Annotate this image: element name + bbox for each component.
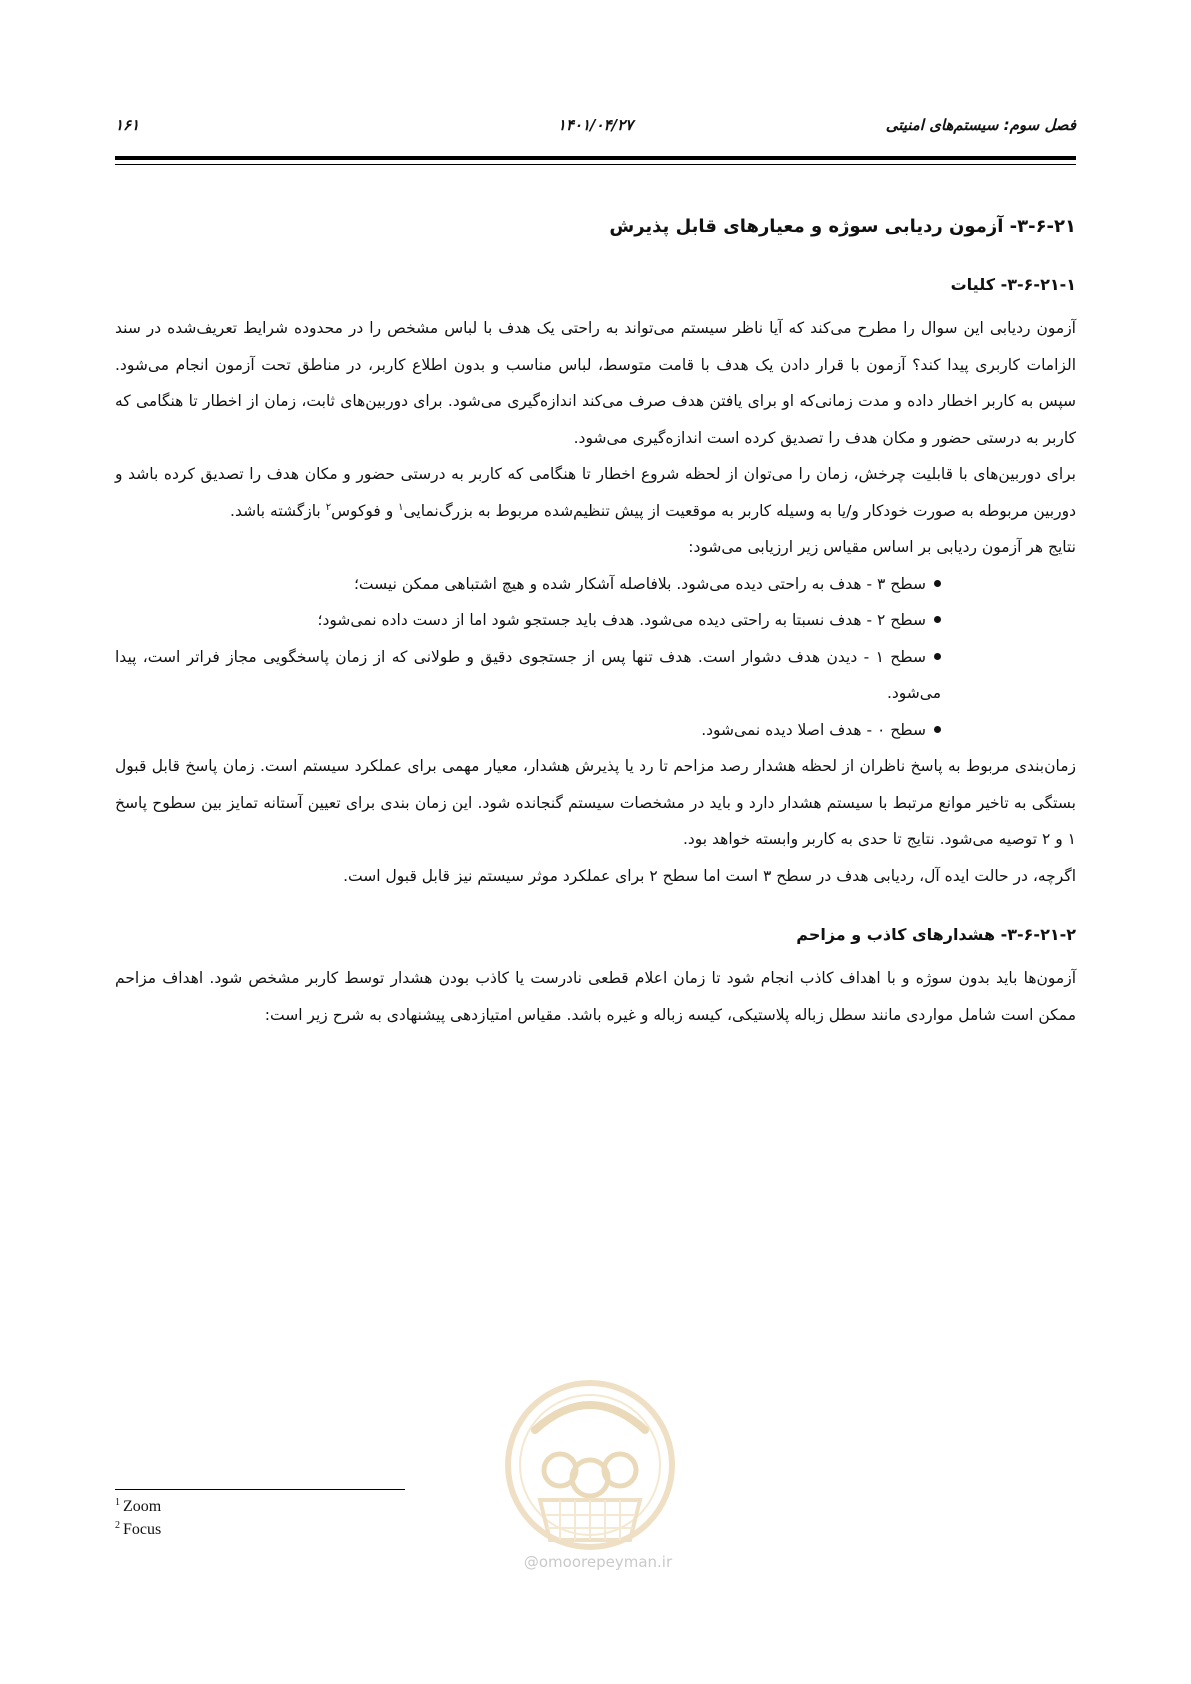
level-1-text: سطح ۱ - دیدن هدف دشوار است. هدف تنها پس از جستجوی دقیق و طولانی که از زمان پاسخگویی مجاز فراتر است، پیدا می‌شود. [115,647,941,702]
footnote-2 [115,1518,161,1541]
page-body [115,212,1076,1033]
paragraph-pan-cameras [115,456,1076,529]
header-rule-thin [115,164,1076,165]
chapter-title: فصل سوم: سیستم‌های امنیتی [885,116,1076,134]
footnote-1 [115,1495,161,1518]
list-item [115,712,1076,749]
bullet-icon [934,653,941,660]
footnote-number: 2 [115,1519,120,1531]
list-item [115,566,1076,603]
header-date: ۱۴۰۱/۰۴/۲۷ [557,116,634,134]
subsection-heading-false-alarms: ۳-۶-۲۱-۲- هشدارهای کاذب و مزاحم [796,925,1076,944]
footnote-text: Zoom [123,1498,162,1515]
footnote-number: 1 [115,1496,120,1508]
footnote-ref-1: ۱ [398,501,404,513]
paragraph-timing: زمان‌بندی مربوط به پاسخ ناظران از لحظه هشدار رصد مزاحم تا رد یا پذیرش هشدار، معیار مهمی برای عملکرد سیستم است. زمان پاسخ قابل قبول بستگی به تاخیر موانع مرتبط با سیستم هشدار دارد و باید در مشخصات سیستم گنجانده شود. این زمان بندی برای تعیین آستانه تمایز بین سطوح پاسخ ۱ و ۲ توصیه می‌شود. نتایج تا حدی به کاربر وابسته خواهد بود. [115,757,1076,848]
footnote-ref-2: ۲ [325,501,332,513]
paragraph-pan-end: بازگشته باشد. [230,501,326,520]
level-2-text: سطح ۲ - هدف نسبتا به راحتی دیده می‌شود. هدف باید جستجو شود اما از دست داده نمی‌شود؛ [317,611,926,629]
list-item [115,602,1076,639]
watermark-logo-icon [490,1370,690,1580]
footnote-text: Focus [123,1521,162,1538]
paragraph-ideal: اگرچه، در حالت ایده آل، ردیابی هدف در سطح ۳ است اما سطح ۲ برای عملکرد موثر سیستم نیز قابل قبول است. [343,866,1076,885]
paragraph-false-alarms: آزمون‌ها باید بدون سوژه و با اهداف کاذب انجام شود تا زمان اعلام قطعی نادرست یا کاذب بودن هشدار توسط کاربر مشخص شود. اهداف مزاحم ممکن است شامل مواردی مانند سطل زباله پلاستیکی، کیسه زباله و غیره باشد. مقیاس امتیازدهی پیشنهادی به شرح زیر است: [115,969,1076,1024]
page-header [115,116,1076,146]
bullet-icon [934,580,941,587]
paragraph-intro: آزمون ردیابی این سوال را مطرح می‌کند که آیا ناظر سیستم می‌تواند به راحتی یک هدف با لباس مشخص را در محدوده شرایط تعریف‌شده در سند الزامات کاربری پیدا کند؟ آزمون با قرار دادن یک هدف با قامت متوسط، لباس مناسب و بدون اطلاع کاربر، در مناطق تحت آزمون انجام می‌شود. سپس به کاربر اخطار داده و مدت زمانی‌که او برای یافتن هدف صرف می‌کند اندازه‌گیری می‌شود. برای دوربین‌های ثابت، زمان از اخطار تا هنگامی که کاربر به درستی حضور و مکان هدف را تصدیق کرده است اندازه‌گیری می‌شود. [115,319,1076,447]
subsection-heading-general: ۳-۶-۲۱-۱- کلیات [950,275,1076,294]
watermark-site-text: @omoorepeyman.ir [523,1553,673,1571]
footnote-rule [115,1489,405,1490]
level-list [115,566,1076,749]
bullet-icon [934,726,941,733]
paragraph-pan-mid: و فوکوس [331,501,399,520]
paragraph-pan-main: برای دوربین‌های با قابلیت چرخش، زمان را می‌توان از لحظه شروع اخطار تا هنگامی که کاربر به درستی حضور و مکان هدف را تصدیق کرده باشد و دوربین مربوطه به صورت خودکار و/یا به وسیله کاربر به موقعیت از پیش تنظیم‌شده مربوط به بزرگ‌نمایی [115,465,1076,520]
bullet-icon [934,616,941,623]
section-heading: ۳-۶-۲۱- آزمون ردیابی سوژه و معیارهای قابل پذیرش [609,216,1076,237]
page-number: ۱۶۱ [115,116,140,134]
header-rule-thick [115,156,1076,160]
level-3-text: سطح ۳ - هدف به راحتی دیده می‌شود. بلافاصله آشکار شده و هیچ اشتباهی ممکن نیست؛ [353,574,926,593]
footnotes [115,1495,161,1541]
level-0-text: سطح ۰ - هدف اصلا دیده نمی‌شود. [701,720,926,739]
list-item [115,639,1076,712]
paragraph-scale-intro: نتایج هر آزمون ردیابی بر اساس مقیاس زیر ارزیابی می‌شود: [688,538,1076,556]
